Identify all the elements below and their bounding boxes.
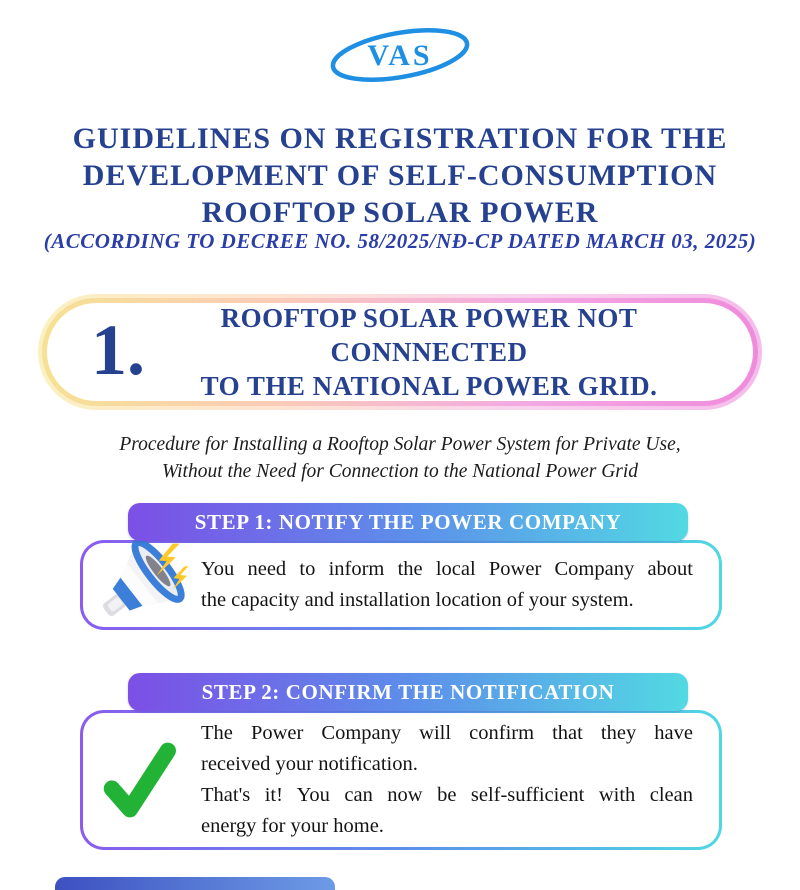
step1-body [83, 543, 719, 627]
title-line: ROOFTOP SOLAR POWER [201, 196, 599, 230]
step1-text-line: You need to inform the local Power Company about [201, 558, 693, 580]
vas-logo [0, 24, 800, 86]
section-pill-content [47, 303, 753, 401]
procedure-subtitle-line: Without the Need for Connection to the National Power Grid [161, 461, 639, 482]
step2-text-line: The Power Company will confirm that they have [201, 722, 693, 744]
step1-text-line: the capacity and installation location of your system. [201, 589, 634, 611]
decree-note: (ACCORDING TO DECREE NO. 58/2025/NĐ-CP DATED MARCH 03, 2025) [43, 229, 757, 253]
title-line: DEVELOPMENT OF SELF-CONSUMPTION [82, 159, 718, 193]
procedure-subtitle-line: Procedure for Installing a Rooftop Solar Power System for Private Use, [119, 434, 681, 455]
section-pill [38, 294, 762, 410]
procedure-subtitle [0, 431, 800, 485]
step2-text-line: received your notification. [201, 753, 418, 775]
title-line: GUIDELINES ON REGISTRATION FOR THE [72, 122, 728, 156]
step2-text-line: That's it! You can now be self-sufficient with clean [201, 784, 693, 806]
next-section-bar [55, 877, 335, 890]
step1-text [201, 554, 719, 616]
step2-card [80, 710, 722, 850]
logo-swoosh-icon [315, 24, 485, 86]
step1-header: STEP 1: NOTIFY THE POWER COMPANY [128, 503, 688, 541]
step1-card [80, 540, 722, 630]
page-title [0, 120, 800, 231]
section-heading-line: ROOFTOP SOLAR POWER NOT CONNNECTED [220, 303, 638, 367]
step2-header: STEP 2: CONFIRM THE NOTIFICATION [128, 673, 688, 711]
section-heading-line: TO THE NATIONAL POWER GRID. [200, 371, 658, 401]
logo-text: VAS [367, 39, 433, 72]
section-pill-border [42, 298, 758, 406]
megaphone-icon [83, 539, 201, 631]
section-heading [145, 301, 713, 403]
step2-text [201, 718, 719, 842]
check-icon [83, 737, 201, 823]
section-number: 1. [91, 310, 145, 390]
step2-body [83, 713, 719, 847]
step2-text-line: energy for your home. [201, 815, 384, 837]
